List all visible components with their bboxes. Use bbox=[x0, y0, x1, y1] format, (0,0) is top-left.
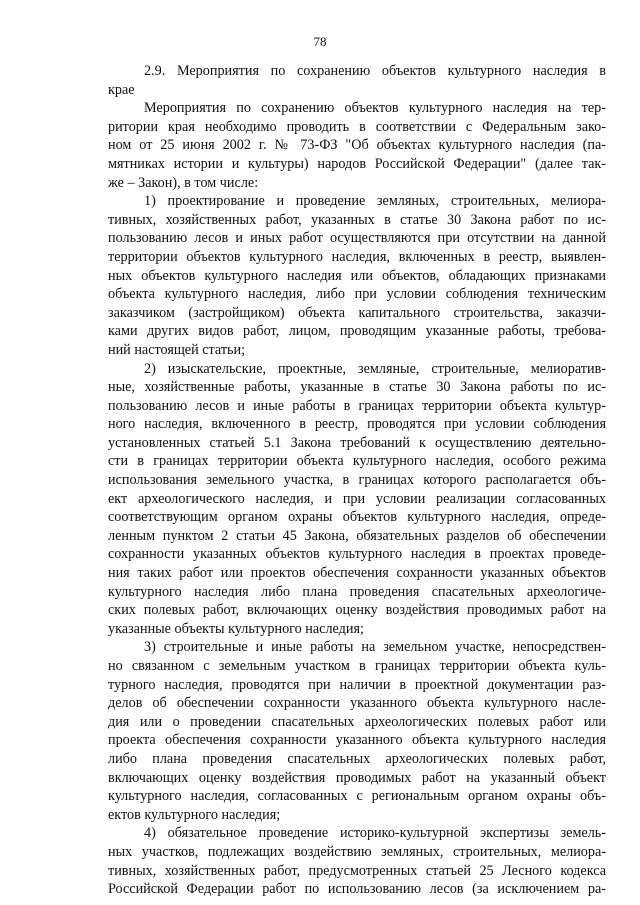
text-line: ритории края необходимо проводить в соответствии с Федеральным зако- bbox=[108, 118, 606, 135]
text-line: ленным пунктом 2 статьи 45 Закона, обязательных разделов об обеспечении bbox=[108, 527, 606, 544]
text-line: Мероприятия по сохранению объектов культурного наследия на тер- bbox=[144, 100, 606, 117]
text-line: Российской Федерации работ по использованию лесов (за исключением ра- bbox=[108, 881, 606, 898]
text-line: делов об обеспечении сохранности указанного объекта культурного насле- bbox=[108, 695, 606, 712]
text-line: ного наследия, включенного в реестр, проводятся при условии соблюдения bbox=[108, 416, 606, 433]
text-line: тивных, хозяйственных работ, указанных в статье 30 Закона работ по ис- bbox=[108, 211, 606, 228]
text-line: объекта культурного наследия, либо при условии соблюдения техническим bbox=[108, 286, 606, 303]
text-line: пользованию лесов и иные работы в границах территории объекта культур- bbox=[108, 397, 606, 414]
text-line: ект археологического наследия, и при условии реализации согласованных bbox=[108, 490, 606, 507]
text-line: ками других видов работ, лицом, проводящим указанные работы, требова- bbox=[108, 323, 606, 340]
text-line: же – Закон), в том числе: bbox=[108, 174, 259, 191]
text-line: указанные объекты культурного наследия; bbox=[108, 620, 364, 637]
text-line: культурного наследия, согласованных с региональным органом охраны объ- bbox=[108, 788, 606, 805]
text-line: сохранности указанных объектов культурного наследия в проектах проведе- bbox=[108, 546, 606, 563]
text-line: мятниках истории и культуры) народов Российской Федерации" (далее так- bbox=[108, 155, 606, 172]
text-line: использования земельного участка, в границах которого располагается объ- bbox=[108, 472, 606, 489]
text-line: включающих оценку воздействия проводимых работ на указанный объект bbox=[108, 769, 606, 786]
text-line: ные, хозяйственные работы, указанные в статье 30 Закона работы по ис- bbox=[108, 379, 606, 396]
text-line: пользованию лесов и иных работ осуществляются при отсутствии на данной bbox=[108, 230, 606, 247]
body-text bbox=[108, 62, 606, 899]
text-line: ектов культурного наследия; bbox=[108, 806, 281, 823]
text-line: но связанном с земельным участком в границах территории объекта куль- bbox=[108, 658, 606, 674]
text-line: либо плана проведения спасательных археологических полевых работ, bbox=[108, 750, 606, 767]
text-line: ний настоящей статьи; bbox=[108, 341, 246, 358]
text-line: территории объектов культурного наследия, включенных в реестр, выявлен- bbox=[108, 248, 606, 265]
page-number: 78 bbox=[313, 34, 327, 49]
text-line: заказчиком (застройщиком) объекта капитального строительства, заказчи- bbox=[108, 304, 606, 321]
text-line: крае bbox=[108, 81, 135, 98]
text-line: дия или о проведении спасательных археологических полевых работ или bbox=[108, 713, 606, 730]
text-line: тивных, хозяйственных работ, предусмотренных статьей 25 Лесного кодекса bbox=[108, 862, 606, 879]
text-line: 2.9. Мероприятия по сохранению объектов культурного наследия в bbox=[144, 63, 606, 79]
text-line: ных участков, подлежащих воздействию земляных, строительных, мелиора- bbox=[108, 843, 606, 860]
text-line: ских полевых работ, включающих оценку воздействия проводимых работ на bbox=[108, 602, 606, 619]
text-line: ных объектов культурного наследия или объектов, обладающих признаками bbox=[108, 267, 606, 284]
text-line: проекта обеспечения сохранности указанного объекта культурного наследия bbox=[108, 732, 606, 749]
text-line: соответствующим органом охраны объектов культурного наследия, опреде- bbox=[108, 509, 606, 526]
text-line: 3) строительные и иные работы на земельном участке, непосредствен- bbox=[144, 639, 606, 656]
text-line: 1) проектирование и проведение земляных, строительных, мелиора- bbox=[144, 193, 606, 210]
text-line: сти в границах территории объекта культурного наследия, особого режима bbox=[108, 453, 606, 470]
text-line: культурного наследия либо плана проведения спасательных археологиче- bbox=[108, 583, 606, 600]
text-line: ния таких работ или проектов обеспечения сохранности указанных объектов bbox=[108, 565, 606, 582]
text-line: ном от 25 июня 2002 г. № 73-ФЗ "Об объектах культурного наследия (па- bbox=[108, 137, 606, 154]
text-line: турного наследия, проводятся при наличии в проектной документации раз- bbox=[108, 676, 606, 693]
text-line: установленных статьей 5.1 Закона требований к осуществлению деятельно- bbox=[108, 434, 606, 451]
text-line: 2) изыскательские, проектные, земляные, строительные, мелиоратив- bbox=[144, 360, 606, 377]
text-line: 4) обязательное проведение историко-культурной экспертизы земель- bbox=[144, 825, 606, 842]
